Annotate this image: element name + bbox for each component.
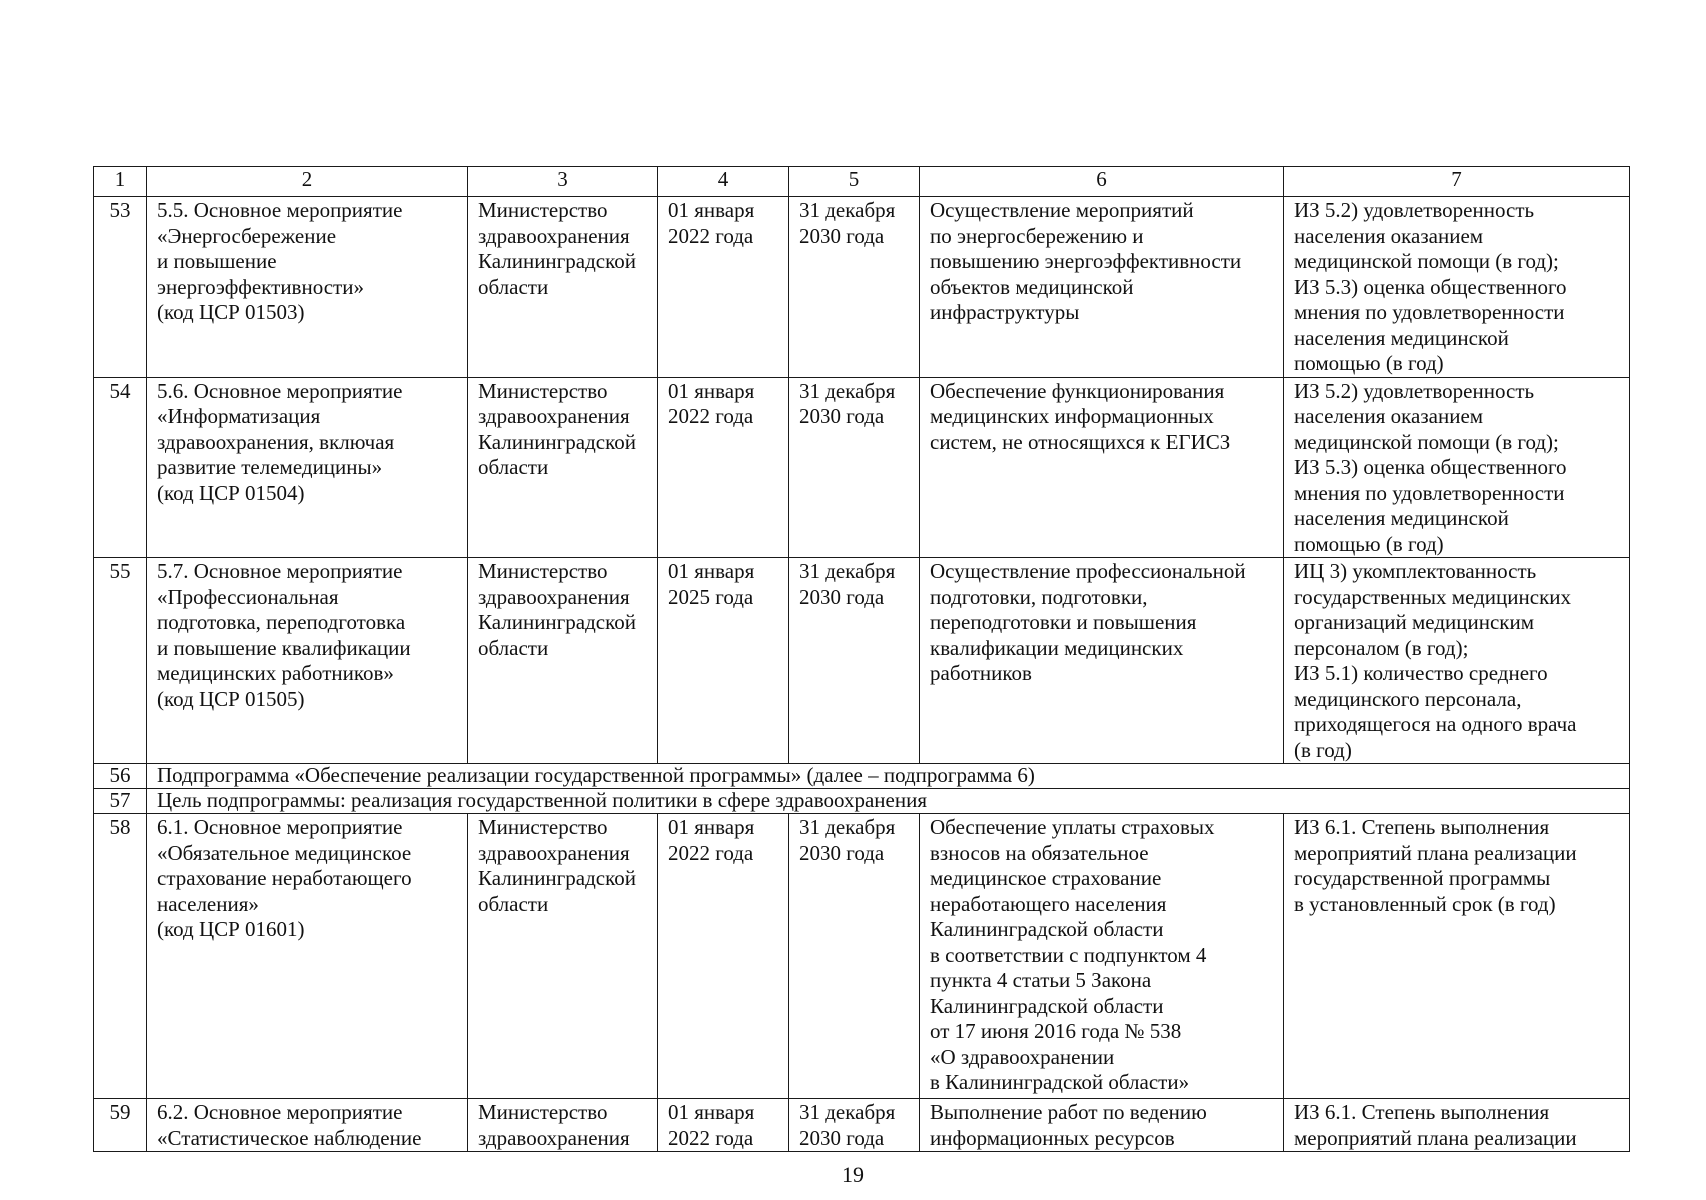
indicator-cell: ИЦ 3) укомплектованность государственных медицинских организаций медицинским персоналом (в год); ИЗ 5.1) количество среднего медицинского персонала, приходящегося на одного врача (в год) (1284, 558, 1630, 764)
end-date-cell: 31 декабря 2030 года (789, 1099, 920, 1152)
indicator-cell: ИЗ 5.2) удовлетворенность населения оказанием медицинской помощи (в год); ИЗ 5.3) оценка общественного мнения по удовлетворенности населения медицинской помощью (в год) (1284, 197, 1630, 378)
result-cell: Осуществление профессиональной подготовки, подготовки, переподготовки и повышения квалификации медицинских работников (920, 558, 1284, 764)
column-header: 2 (147, 167, 468, 197)
executor-cell: Министерство здравоохранения Калининградской области (468, 814, 658, 1099)
row-number: 59 (94, 1099, 147, 1152)
start-date-cell: 01 января 2025 года (658, 558, 789, 764)
row-number: 57 (94, 789, 147, 814)
program-table (93, 166, 1630, 1152)
event-cell: 5.5. Основное мероприятие «Энергосбережение и повышение энергоэффективности» (код ЦСР 01503) (147, 197, 468, 378)
subprogram-row (94, 764, 1630, 789)
indicator-cell: ИЗ 6.1. Степень выполнения мероприятий плана реализации государственной программы в установленный срок (в год) (1284, 814, 1630, 1099)
executor-cell: Министерство здравоохранения Калининградской области (468, 377, 658, 558)
row-number: 53 (94, 197, 147, 378)
table-row (94, 814, 1630, 1099)
table-row (94, 377, 1630, 558)
subprogram-goal: Цель подпрограммы: реализация государственной политики в сфере здравоохранения (147, 789, 1630, 814)
goal-row (94, 789, 1630, 814)
row-number: 55 (94, 558, 147, 764)
column-number-row (94, 167, 1630, 197)
table-row (94, 558, 1630, 764)
event-cell: 5.7. Основное мероприятие «Профессиональная подготовка, переподготовка и повышение квалификации медицинских работников» (код ЦСР 01505) (147, 558, 468, 764)
start-date-cell: 01 января 2022 года (658, 814, 789, 1099)
column-header: 5 (789, 167, 920, 197)
table-row (94, 197, 1630, 378)
column-header: 7 (1284, 167, 1630, 197)
end-date-cell: 31 декабря 2030 года (789, 377, 920, 558)
result-cell: Обеспечение функционирования медицинских информационных систем, не относящихся к ЕГИСЗ (920, 377, 1284, 558)
row-number: 56 (94, 764, 147, 789)
result-cell: Выполнение работ по ведению информационных ресурсов (920, 1099, 1284, 1152)
start-date-cell: 01 января 2022 года (658, 377, 789, 558)
subprogram-title: Подпрограмма «Обеспечение реализации государственной программы» (далее – подпрограмма 6) (147, 764, 1630, 789)
column-header: 3 (468, 167, 658, 197)
column-header: 4 (658, 167, 789, 197)
page-number: 19 (842, 1162, 864, 1187)
row-number: 54 (94, 377, 147, 558)
row-number: 58 (94, 814, 147, 1099)
result-cell: Осуществление мероприятий по энергосбережению и повышению энергоэффективности объектов медицинской инфраструктуры (920, 197, 1284, 378)
end-date-cell: 31 декабря 2030 года (789, 558, 920, 764)
event-cell: 6.2. Основное мероприятие «Статистическое наблюдение (147, 1099, 468, 1152)
indicator-cell: ИЗ 5.2) удовлетворенность населения оказанием медицинской помощи (в год); ИЗ 5.3) оценка общественного мнения по удовлетворенности населения медицинской помощью (в год) (1284, 377, 1630, 558)
executor-cell: Министерство здравоохранения Калининградской области (468, 197, 658, 378)
result-cell: Обеспечение уплаты страховых взносов на обязательное медицинское страхование неработающего населения Калининградской области в соответствии с подпунктом 4 пункта 4 статьи 5 Закона Калининградской области от 17 июня 2016 года № 538 «О здравоохранении в Калининградской области» (920, 814, 1284, 1099)
event-cell: 5.6. Основное мероприятие «Информатизация здравоохранения, включая развитие телемедицины» (код ЦСР 01504) (147, 377, 468, 558)
table-row (94, 1099, 1630, 1152)
start-date-cell: 01 января 2022 года (658, 1099, 789, 1152)
executor-cell: Министерство здравоохранения (468, 1099, 658, 1152)
executor-cell: Министерство здравоохранения Калининградской области (468, 558, 658, 764)
event-cell: 6.1. Основное мероприятие «Обязательное медицинское страхование неработающего населения» (код ЦСР 01601) (147, 814, 468, 1099)
end-date-cell: 31 декабря 2030 года (789, 814, 920, 1099)
start-date-cell: 01 января 2022 года (658, 197, 789, 378)
column-header: 6 (920, 167, 1284, 197)
end-date-cell: 31 декабря 2030 года (789, 197, 920, 378)
indicator-cell: ИЗ 6.1. Степень выполнения мероприятий плана реализации (1284, 1099, 1630, 1152)
column-header: 1 (94, 167, 147, 197)
